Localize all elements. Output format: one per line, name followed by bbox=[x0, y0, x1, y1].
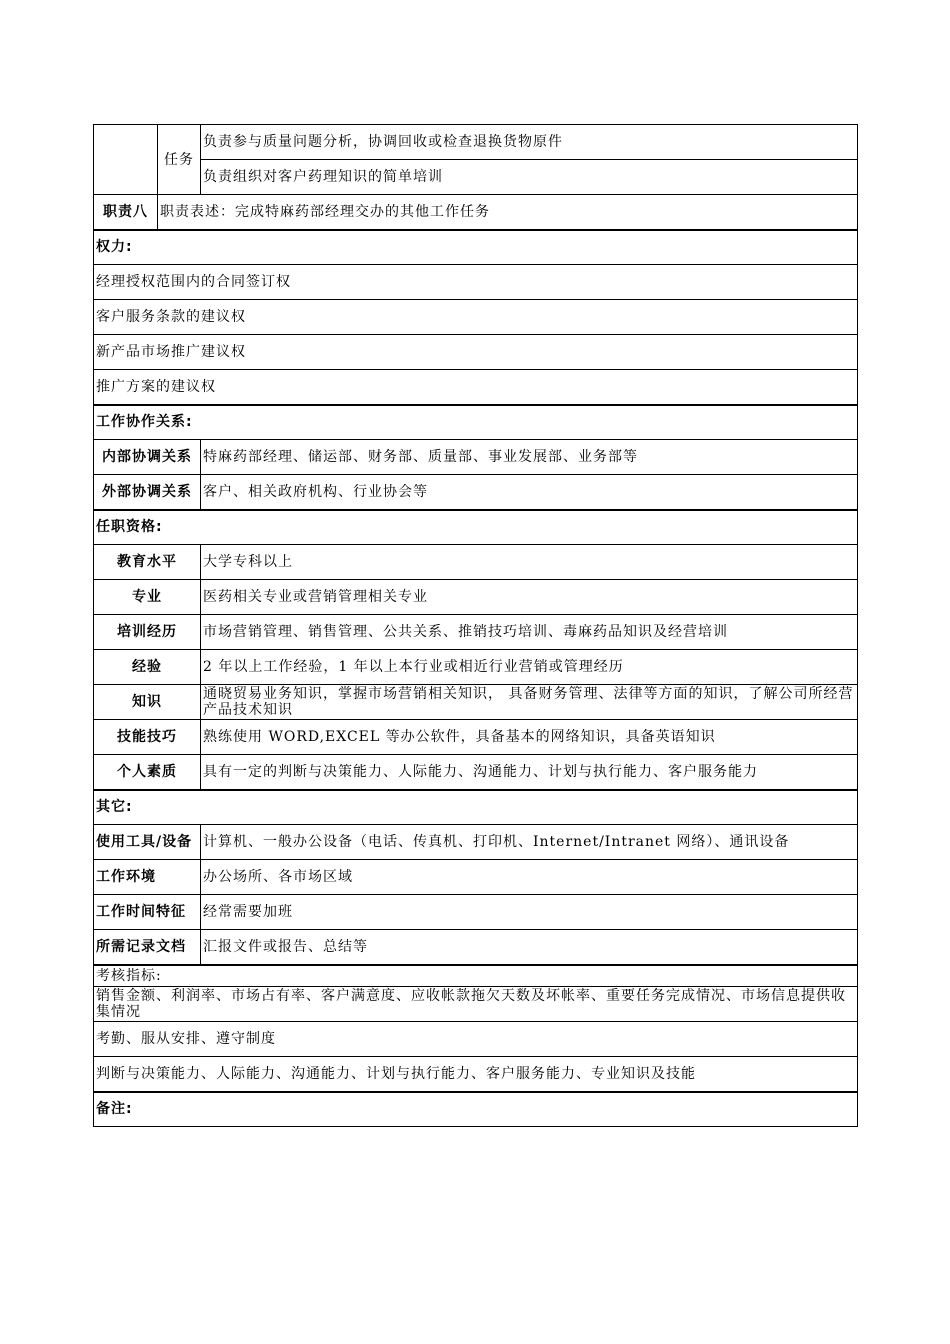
training-label: 培训经历 bbox=[94, 615, 201, 650]
authority-item: 新产品市场推广建议权 bbox=[94, 335, 858, 370]
records-value: 汇报文件或报告、总结等 bbox=[201, 930, 858, 965]
work-time-label: 工作时间特征 bbox=[94, 895, 201, 930]
assessment-heading: 考核指标: bbox=[94, 965, 858, 987]
authority-heading: 权力: bbox=[94, 230, 858, 265]
skills-value: 熟练使用 WORD,EXCEL 等办公软件，具备基本的网络知识，具备英语知识 bbox=[201, 720, 858, 755]
work-time-value: 经常需要加班 bbox=[201, 895, 858, 930]
duty7-task-2: 负责组织对客户药理知识的简单培训 bbox=[201, 160, 858, 195]
authority-item: 客户服务条款的建议权 bbox=[94, 300, 858, 335]
knowledge-label: 知识 bbox=[94, 685, 201, 720]
other-heading: 其它: bbox=[94, 790, 858, 825]
personal-quality-label: 个人素质 bbox=[94, 755, 201, 790]
job-description-table bbox=[93, 124, 858, 1127]
tools-value: 计算机、一般办公设备（电话、传真机、打印机、Internet/Intranet 网络）、通讯设备 bbox=[201, 825, 858, 860]
work-environment-label: 工作环境 bbox=[94, 860, 201, 895]
records-label: 所需记录文档 bbox=[94, 930, 201, 965]
work-environment-value: 办公场所、各市场区域 bbox=[201, 860, 858, 895]
training-value: 市场营销管理、销售管理、公共关系、推销技巧培训、毒麻药品知识及经营培训 bbox=[201, 615, 858, 650]
assessment-item: 销售金额、利润率、市场占有率、客户满意度、应收帐款拖欠天数及坏帐率、重要任务完成情况、市场信息提供收集情况 bbox=[94, 987, 858, 1022]
internal-relations-label: 内部协调关系 bbox=[94, 440, 201, 475]
personal-quality-value: 具有一定的判断与决策能力、人际能力、沟通能力、计划与执行能力、客户服务能力 bbox=[201, 755, 858, 790]
authority-item: 推广方案的建议权 bbox=[94, 370, 858, 405]
duty7-label-cell bbox=[94, 125, 158, 195]
duty8-label: 职责八 bbox=[94, 195, 158, 230]
internal-relations-value: 特麻药部经理、储运部、财务部、质量部、事业发展部、业务部等 bbox=[201, 440, 858, 475]
external-relations-label: 外部协调关系 bbox=[94, 475, 201, 510]
skills-label: 技能技巧 bbox=[94, 720, 201, 755]
experience-label: 经验 bbox=[94, 650, 201, 685]
knowledge-value: 通晓贸易业务知识，掌握市场营销相关知识， 具备财务管理、法律等方面的知识，了解公司所经营产品技术知识 bbox=[201, 685, 858, 720]
major-value: 医药相关专业或营销管理相关专业 bbox=[201, 580, 858, 615]
major-label: 专业 bbox=[94, 580, 201, 615]
experience-value: 2 年以上工作经验，1 年以上本行业或相近行业营销或管理经历 bbox=[201, 650, 858, 685]
external-relations-value: 客户、相关政府机构、行业协会等 bbox=[201, 475, 858, 510]
assessment-item: 考勤、服从安排、遵守制度 bbox=[94, 1022, 858, 1057]
notes-heading: 备注: bbox=[94, 1092, 858, 1127]
duty8-text: 职责表述：完成特麻药部经理交办的其他工作任务 bbox=[158, 195, 858, 230]
task-label: 任务 bbox=[158, 125, 201, 195]
duty7-task-1: 负责参与质量问题分析，协调回收或检查退换货物原件 bbox=[201, 125, 858, 160]
assessment-item: 判断与决策能力、人际能力、沟通能力、计划与执行能力、客户服务能力、专业知识及技能 bbox=[94, 1057, 858, 1092]
relations-heading: 工作协作关系: bbox=[94, 405, 858, 440]
tools-label: 使用工具/设备 bbox=[94, 825, 201, 860]
education-label: 教育水平 bbox=[94, 545, 201, 580]
authority-item: 经理授权范围内的合同签订权 bbox=[94, 265, 858, 300]
qualifications-heading: 任职资格: bbox=[94, 510, 858, 545]
education-value: 大学专科以上 bbox=[201, 545, 858, 580]
